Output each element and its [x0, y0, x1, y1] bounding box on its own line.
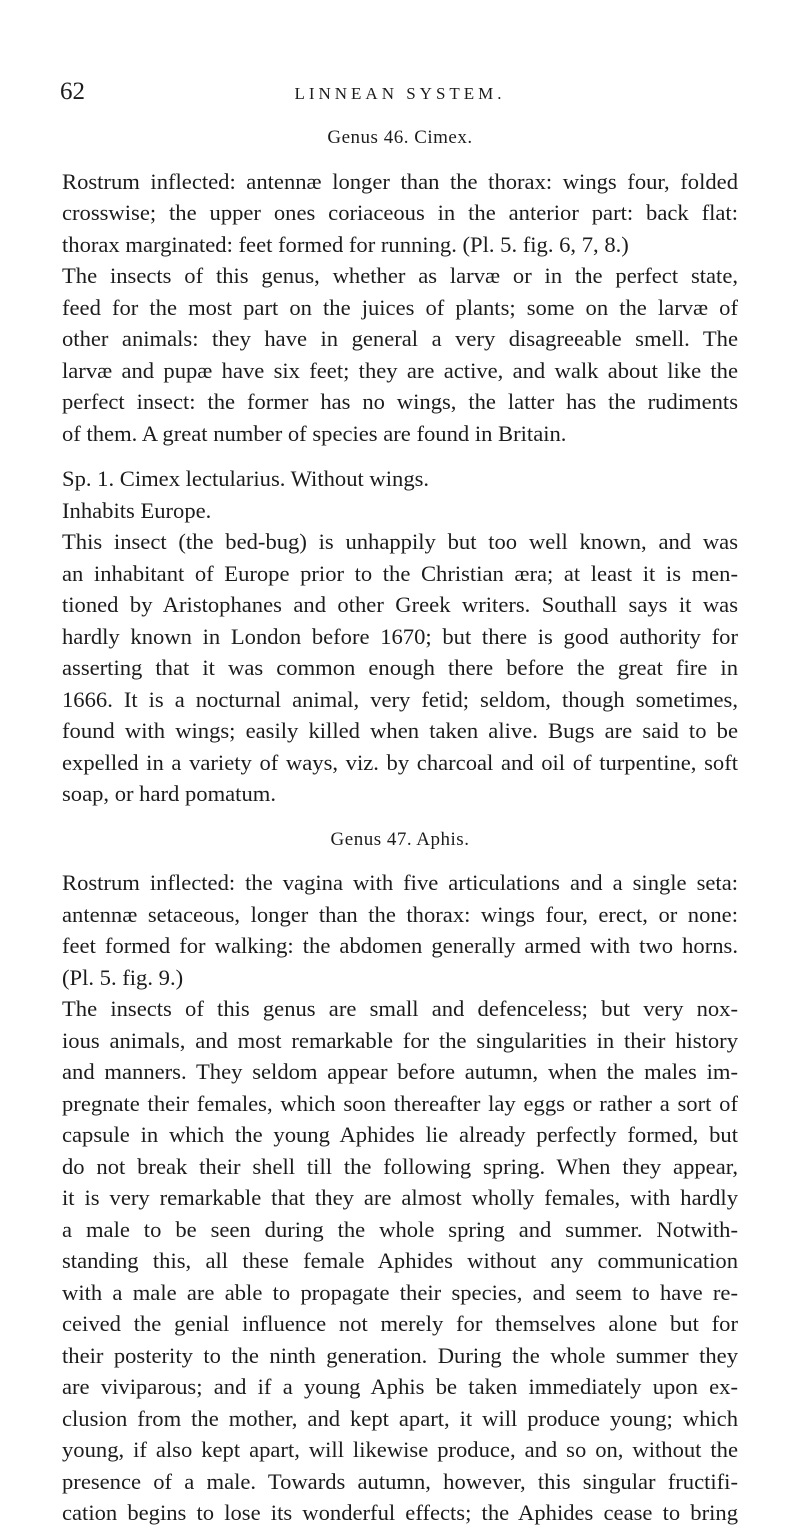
page-number: 62	[60, 78, 85, 105]
text-line: soap, or hard pomatum.	[62, 781, 276, 806]
paragraph	[62, 526, 738, 810]
text-line: crosswise; the upper ones coriaceous in the anterior part: back flat:	[62, 200, 738, 225]
text-line: with a male are able to propagate their species, and seem to have re-	[62, 1279, 738, 1305]
text-line: Rostrum inflected: antennæ longer than the thorax: wings four, folded	[62, 168, 738, 194]
text-line: of them. A great number of species are found in Britain.	[62, 420, 567, 446]
text-line: and manners. They seldom appear before autumn, when the males im-	[62, 1059, 738, 1084]
text-line: cation begins to lose its wonderful effects; the Aphides cease to bring	[62, 1500, 738, 1525]
text-line: feed for the most part on the juices of plants; some on the larvæ of	[62, 294, 738, 320]
page-body	[62, 122, 738, 1529]
species-entry	[62, 463, 738, 526]
text-line: tioned by Aristophanes and other Greek writers. Southall says it was	[62, 592, 738, 617]
text-line: an inhabitant of Europe prior to the Christian æra; at least it is men-	[62, 560, 738, 586]
text-line: ious animals, and most remarkable for the singularities in their history	[62, 1027, 738, 1053]
text-line: (Pl. 5. fig. 9.)	[62, 964, 184, 990]
text-line: are viviparous; and if a young Aphis be taken immediately upon ex-	[62, 1374, 738, 1399]
text-line: Sp. 1. Cimex lectularius. Without wings.	[62, 466, 430, 491]
text-line: feet formed for walking: the abdomen generally armed with two horns.	[62, 933, 738, 958]
paragraph	[62, 993, 738, 1529]
genus-heading: Genus 47. Aphis.	[330, 828, 470, 850]
paragraph	[62, 867, 738, 993]
text-line: expelled in a variety of ways, viz. by charcoal and oil of turpentine, soft	[62, 749, 738, 775]
running-header	[0, 78, 800, 108]
text-line: This insect (the bed-bug) is unhappily but too well known, and was	[62, 529, 738, 554]
genus-heading: Genus 46. Cimex.	[327, 127, 473, 148]
paragraph	[62, 166, 738, 261]
text-line: young, if also kept apart, will likewise produce, and so on, without the	[62, 1437, 738, 1462]
text-line: clusion from the mother, and kept apart, it will produce young; which	[62, 1405, 738, 1431]
text-line: Inhabits Europe.	[62, 497, 212, 523]
text-line: perfect insect: the former has no wings, the latter has the rudiments	[62, 389, 738, 414]
text-line: hardly known in London before 1670; but there is good authority for	[62, 623, 738, 649]
text-line: 1666. It is a nocturnal animal, very fetid; seldom, though sometimes,	[62, 686, 738, 712]
running-title: LINNEAN SYSTEM.	[294, 84, 506, 103]
text-line: The insects of this genus are small and defenceless; but very nox-	[62, 996, 738, 1021]
text-line: The insects of this genus, whether as larvæ or in the perfect state,	[62, 263, 738, 288]
text-line: presence of a male. Towards autumn, however, this singular fructifi-	[62, 1468, 738, 1494]
text-line: asserting that it was common enough there before the great fire in	[62, 655, 738, 680]
text-line: their posterity to the ninth generation. During the whole summer they	[62, 1342, 738, 1368]
text-line: it is very remarkable that they are almost wholly females, with hardly	[62, 1185, 738, 1210]
text-line: other animals: they have in general a very disagreeable smell. The	[62, 326, 738, 351]
text-line: pregnate their females, which soon thereafter lay eggs or rather a sort of	[62, 1090, 738, 1116]
text-line: antennæ setaceous, longer than the thorax: wings four, erect, or none:	[62, 901, 738, 927]
text-line: do not break their shell till the following spring. When they appear,	[62, 1153, 738, 1179]
text-line: standing this, all these female Aphides without any communication	[62, 1248, 738, 1273]
text-line: capsule in which the young Aphides lie already perfectly formed, but	[62, 1122, 738, 1147]
text-line: ceived the genial influence not merely for themselves alone but for	[62, 1311, 738, 1336]
paragraph	[62, 260, 738, 449]
text-line: Rostrum inflected: the vagina with five articulations and a single seta:	[62, 870, 738, 895]
text-line: larvæ and pupæ have six feet; they are active, and walk about like the	[62, 357, 738, 383]
text-line: found with wings; easily killed when taken alive. Bugs are said to be	[62, 718, 738, 743]
text-line: thorax marginated: feet formed for running. (Pl. 5. fig. 6, 7, 8.)	[62, 231, 629, 257]
text-line: a male to be seen during the whole spring and summer. Notwith-	[62, 1216, 738, 1242]
